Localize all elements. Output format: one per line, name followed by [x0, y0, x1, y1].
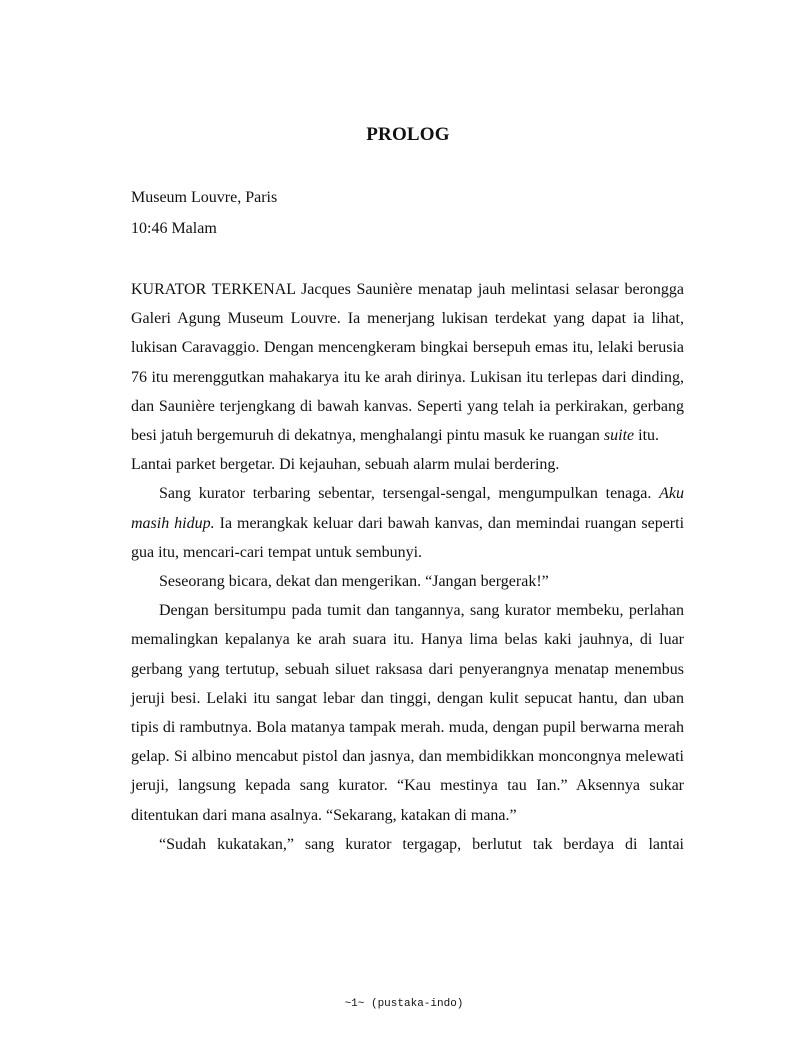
- paragraph-6: “Sudah kukatakan,” sang kurator tergagap, berlutut tak berdaya di lantai: [159, 835, 684, 853]
- paragraph-3: [131, 479, 684, 567]
- paragraph-5: Dengan bersitumpu pada tumit dan tangannya, sang kurator membeku, perlahan memalingkan kepalanya ke arah suara itu. Hanya lima belas kaki jauhnya, di luar gerbang yang tertutup, sebuah siluet raksasa dari penyerangnya menatap menembus jeruji besi. Lelaki itu sangat lebar dan tinggi, dengan kulit sepucat hantu, dan uban tipis di rambutnya. Bola matanya tampak merah. muda, dengan pupil berwarna merah gelap. Si albino mencabut pistol dan jasnya, dan membidikkan moncongnya melewati jeruji, langsung kepada sang kurator. “Kau mestinya tau Ian.” Aksennya sukar ditentukan dari mana asalnya. “Sekarang, katakan di mana.”: [131, 602, 684, 824]
- paragraph-3-emphasis: Aku masih hidup.: [131, 485, 685, 532]
- paragraph-3-text: Sang kurator terbaring sebentar, tersengal-sengal, mengumpulkan tenaga.: [159, 485, 652, 503]
- paragraph-3-end: Ia merangkak keluar dari bawah kanvas, dan memindai ruangan seperti gua itu, mencari-cari tempat untuk sembunyi.: [131, 514, 685, 561]
- chapter-title: PROLOG: [366, 124, 450, 145]
- paragraph-1-emphasis: suite: [603, 427, 635, 445]
- time-line: 10:46 Malam: [131, 220, 217, 237]
- paragraph-4: Seseorang bicara, dekat dan mengerikan. “Jangan bergerak!”: [159, 573, 549, 591]
- paragraph-1-end: itu.: [638, 427, 660, 445]
- paragraph-2: Lantai parket bergetar. Di kejauhan, sebuah alarm mulai berdering.: [131, 456, 560, 474]
- paragraph-1: [131, 275, 684, 450]
- paragraph-1-text: KURATOR TERKENAL Jacques Saunière menatap jauh melintasi selasar berongga Galeri Agung Museum Louvre. Ia menerjang lukisan terdekat yang dapat ia lihat, lukisan Caravaggio. Dengan mencengkeram bingkai bersepuh emas itu, lelaki berusia 76 itu merenggutkan mahakarya itu ke arah dirinya. Lukisan itu terlepas dari dinding, dan Saunière terjengkang di bawah kanvas. Seperti yang telah ia perkirakan, gerbang besi jatuh bergemuruh di dekatnya, menghalangi pintu masuk ke ruangan: [131, 281, 684, 445]
- body-text: [131, 275, 684, 859]
- page-footer: ~1~ (pustaka-indo): [344, 998, 464, 1010]
- location-line: Museum Louvre, Paris: [131, 189, 278, 206]
